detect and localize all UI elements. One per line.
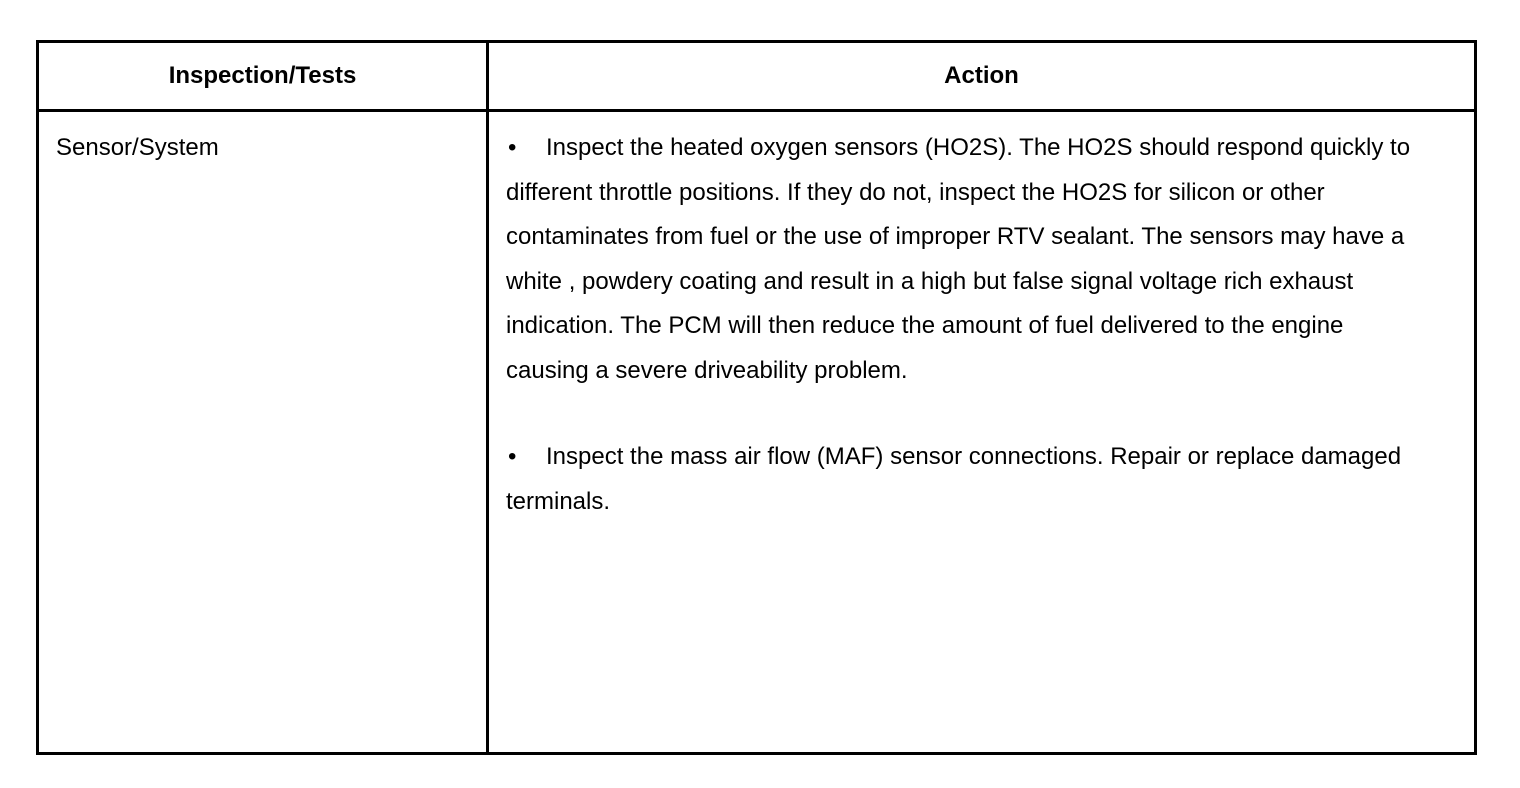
inspection-action-table: [36, 40, 1477, 755]
table-row: [38, 111, 1476, 754]
header-action: Action: [488, 42, 1476, 111]
action-item-text: Inspect the heated oxygen sensors (HO2S). The HO2S should respond quickly to different throttle positions. If they do not, inspect the HO2S for silicon or other contaminates from fuel or the use of improper RTV sealant. The sensors may have a white , powdery coating and result in a high but false signal voltage rich exhaust indication. The PCM will then reduce the amount of fuel delivered to the engine causing a severe driveability problem.: [506, 134, 1411, 384]
action-cell: [488, 111, 1476, 754]
action-item-text: Inspect the mass air flow (MAF) sensor connections. Repair or replace damaged terminals.: [506, 443, 1402, 515]
bullet-icon: •: [508, 134, 517, 161]
header-row: [38, 42, 1476, 111]
header-inspection-tests: Inspection/Tests: [38, 42, 488, 111]
inspection-text: Sensor/System: [56, 134, 219, 161]
action-item: [506, 435, 1414, 524]
action-item: [506, 126, 1414, 393]
bullet-icon: •: [508, 443, 517, 470]
action-list: [489, 112, 1474, 524]
inspection-cell: [38, 111, 488, 754]
